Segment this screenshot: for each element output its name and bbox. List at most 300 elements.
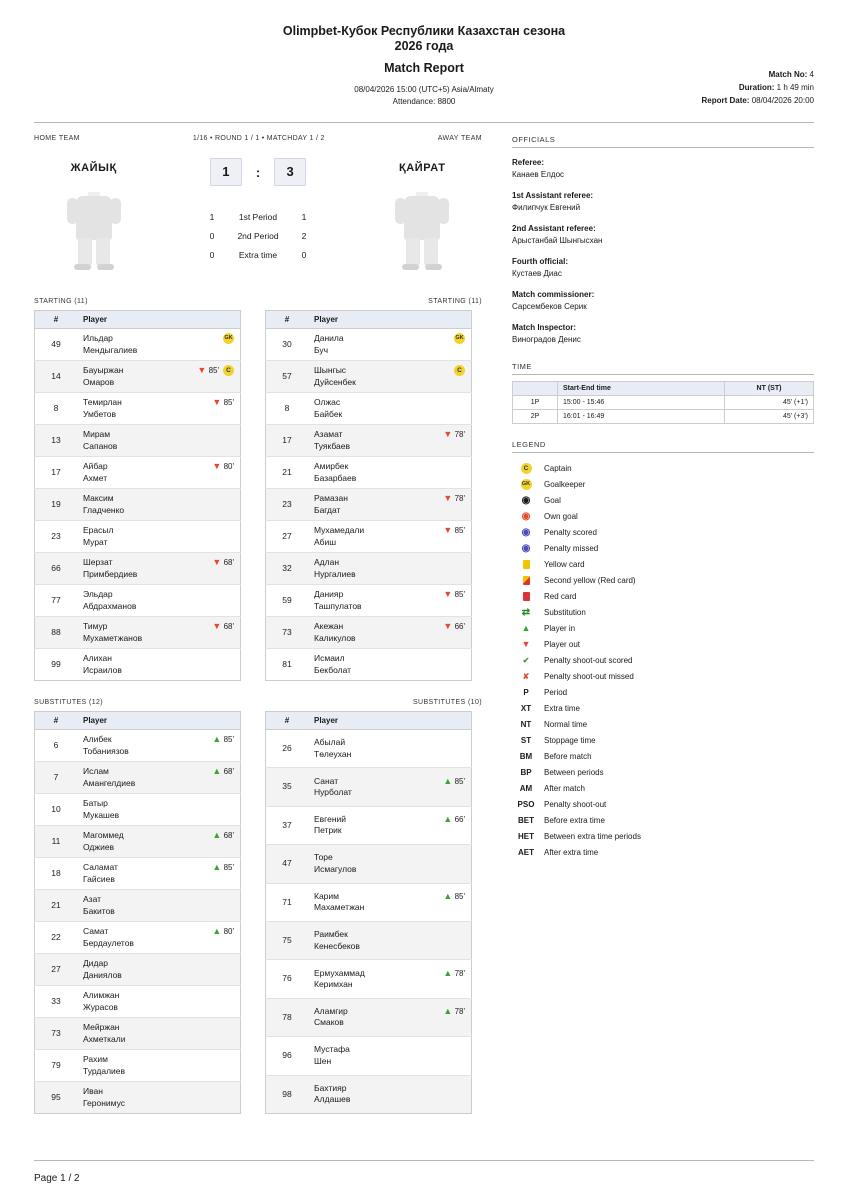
legend-icon [512, 463, 540, 474]
legend-label: Before extra time [544, 815, 605, 825]
substitutes-tables [34, 711, 482, 1114]
legend-label: Before match [544, 751, 592, 761]
player-cell [77, 1050, 241, 1082]
legend-label: Between periods [544, 767, 604, 777]
home-team-block [34, 150, 153, 272]
legend-section-title: LEGEND [512, 440, 546, 449]
player-name: Айбар Ахмет [83, 461, 108, 483]
player-name: Ильдар Мендыгалиев [83, 333, 138, 355]
time-divider [512, 374, 814, 375]
goalkeeper-badge: GK [454, 333, 465, 344]
penalty-scored-icon: ◉ [521, 526, 531, 538]
legend-icon [512, 688, 540, 697]
player-name: Ерасыл Мурат [83, 525, 114, 547]
legend-icon [512, 591, 540, 600]
player-number: 33 [35, 986, 78, 1018]
table-row [266, 883, 472, 921]
player-cell: C ▼ 85' Бауыржан Омаров [77, 361, 241, 393]
legend-item [512, 668, 814, 684]
player-name: Саламат Гайсиев [83, 862, 118, 884]
time-period: 1P [513, 396, 558, 410]
table-row [35, 329, 241, 361]
col-player: Player [308, 311, 472, 329]
legend-abbr: PSO [517, 799, 535, 809]
home-team-name: ЖАЙЫҚ [70, 162, 117, 174]
legend-label: Captain [544, 463, 572, 473]
player-cell: ▼ 85' Темирлан Умбетов [77, 393, 241, 425]
player-cell [308, 730, 472, 768]
away-team-label: AWAY TEAM [437, 135, 482, 142]
report-date-label: Report Date: [701, 96, 750, 105]
legend-item [512, 556, 814, 572]
match-no-value: 4 [809, 70, 814, 79]
player-name: Алихан Исраилов [83, 653, 122, 675]
player-cell [308, 361, 472, 393]
legend-icon [512, 527, 540, 538]
player-name: Исмаил Бекболат [314, 653, 352, 675]
table-row [35, 890, 241, 922]
officials-section-title: OFFICIALS [512, 135, 556, 144]
player-name: Иван Геронимус [83, 1086, 126, 1108]
report-date-value: 08/04/2026 20:00 [751, 96, 814, 105]
player-name: Абылай Төлеухан [314, 737, 352, 759]
duration-label: Duration: [738, 83, 775, 92]
page-number: Page 1 / 2 [34, 1173, 80, 1184]
legend-icon [512, 800, 540, 809]
legend-icon [512, 848, 540, 857]
player-cell: ▲ 66' Евгений Петрик [308, 806, 472, 844]
legend-label: Substitution [544, 607, 586, 617]
period-scores [153, 208, 362, 265]
second-yellow-card-icon [523, 576, 530, 585]
official-name: Кустаев Диас [512, 269, 562, 278]
legend-item [512, 732, 814, 748]
legend-item [512, 812, 814, 828]
player-cell [77, 489, 241, 521]
goal-icon: ◉ [521, 494, 531, 506]
player-name: Аламгир Смаков [314, 1005, 348, 1028]
player-cell [308, 1075, 472, 1113]
starting-home-label: STARTING (11) [34, 298, 88, 305]
time-col-nt: NT (ST) [725, 382, 814, 396]
table-row [266, 921, 472, 959]
period-label-2: 2nd Period [237, 231, 279, 241]
time-start-end: 16:01 - 16:49 [558, 410, 725, 424]
goalkeeper-badge: GK [223, 333, 234, 344]
official-item [512, 157, 814, 181]
table-row [35, 794, 241, 826]
table-row [266, 361, 472, 393]
legend-icon [512, 639, 540, 649]
legend-label: After extra time [544, 847, 599, 857]
player-number: 71 [266, 883, 309, 921]
player-number: 13 [35, 425, 78, 457]
yellow-card-icon [523, 560, 530, 569]
player-name: Раимбек Кенесбеков [314, 929, 360, 951]
player-number: 17 [266, 425, 309, 457]
penalty-missed-icon: ◉ [521, 542, 531, 554]
period-label-1: 1st Period [238, 212, 278, 222]
player-number: 66 [35, 553, 78, 585]
time-col-start-end: Start-End time [558, 382, 725, 396]
player-cell [308, 457, 472, 489]
player-cell [308, 393, 472, 425]
player-number: 81 [282, 658, 292, 669]
table-row [35, 457, 241, 489]
player-number: 26 [266, 730, 309, 768]
player-cell: ▼ 66' Акежан Каликулов [308, 617, 472, 649]
table-row [266, 393, 472, 425]
match-no-row [701, 68, 814, 81]
period-away-2: 2 [301, 231, 307, 241]
official-item [512, 223, 814, 247]
col-number: # [266, 311, 309, 329]
col-player: Player [308, 712, 472, 730]
player-name: Самат Бердаулетов [83, 926, 134, 948]
player-name: Батыр Мукашев [83, 798, 120, 820]
home-score: 1 [210, 158, 242, 186]
pso-scored-icon: ✔ [522, 655, 530, 665]
table-row [35, 489, 241, 521]
player-name: Рамазан Багдат [314, 493, 348, 515]
legend-icon [512, 784, 540, 793]
legend-item [512, 620, 814, 636]
player-name: Алимжан Журасов [83, 990, 120, 1012]
legend-abbr: AM [519, 783, 533, 793]
legend-item [512, 780, 814, 796]
goalkeeper-icon: GK [521, 479, 532, 490]
player-cell: ▼ 78' Азамат Туякбаев [308, 425, 472, 457]
legend-label: Penalty shoot-out missed [544, 671, 634, 681]
player-name: Бауыржан Омаров [83, 365, 124, 387]
player-in-icon: ▲ [521, 623, 531, 633]
period-row [153, 246, 362, 265]
player-number: 30 [266, 329, 309, 361]
legend-icon [512, 736, 540, 745]
player-name: Ислам Амангелдиев [83, 766, 136, 788]
player-name: Торе Исмагулов [314, 852, 357, 874]
player-number: 17 [35, 457, 78, 489]
player-cell: ▲ 68' Ислам Амангелдиев [77, 762, 241, 794]
col-number: # [266, 712, 309, 730]
player-number: 59 [266, 585, 309, 617]
legend-item [512, 572, 814, 588]
legend-icon [512, 575, 540, 584]
away-kit-icon [395, 188, 449, 272]
legend-label: Red card [544, 591, 577, 601]
teams-section [34, 150, 482, 272]
player-number: 27 [266, 521, 309, 553]
legend-abbr: P [523, 687, 529, 697]
match-datetime-block [34, 84, 814, 108]
legend-label: Period [544, 687, 568, 697]
substitutes-labels [34, 699, 482, 706]
player-cell [77, 585, 241, 617]
table-row [35, 425, 241, 457]
legend-label: Penalty scored [544, 527, 597, 537]
legend-item [512, 828, 814, 844]
report-meta [701, 68, 814, 107]
player-cell: ▼ 68' Тимур Мухаметжанов [77, 617, 241, 649]
table-row [35, 858, 241, 890]
official-role: 1st Assistant referee: [512, 191, 594, 200]
player-cell [308, 553, 472, 585]
table-row [35, 361, 241, 393]
player-name: Рахим Турдалиев [83, 1054, 126, 1076]
captain-badge: C [454, 365, 465, 376]
legend-label: After match [544, 783, 585, 793]
legend-item [512, 508, 814, 524]
player-number: 73 [35, 1018, 78, 1050]
legend-item [512, 588, 814, 604]
legend-icon [512, 656, 540, 665]
player-out-icon: ▼ [521, 639, 531, 649]
player-name: Магоммед Оджиев [83, 830, 124, 852]
player-name: Адлан Нургалиев [314, 557, 356, 579]
time-row [513, 410, 814, 424]
player-name: Мустафа Шен [314, 1044, 350, 1066]
official-name: Сарсембеков Серик [512, 302, 587, 311]
player-number: 18 [35, 858, 78, 890]
table-row [266, 1037, 472, 1075]
player-cell: ▼ 78' Рамазан Багдат [308, 489, 472, 521]
period-home-3: 0 [209, 250, 215, 260]
legend-icon [512, 511, 540, 522]
player-number: 35 [266, 768, 309, 806]
table-row [35, 553, 241, 585]
legend-label: Player in [544, 623, 576, 633]
player-cell: ▼ 80' Айбар Ахмет [77, 457, 241, 489]
legend-item [512, 492, 814, 508]
player-name: Максим Гладченко [83, 493, 125, 515]
table-row [35, 585, 241, 617]
table-row [266, 649, 472, 681]
official-item [512, 190, 814, 214]
substitution-icon: ⇄ [521, 606, 531, 618]
legend-label: Penalty shoot-out [544, 799, 607, 809]
competition-title [34, 24, 814, 54]
table-row [35, 730, 241, 762]
time-col-period [513, 382, 558, 396]
player-number: 11 [35, 826, 78, 858]
player-number: 79 [35, 1050, 78, 1082]
player-cell [77, 986, 241, 1018]
player-cell [77, 794, 241, 826]
legend-icon [512, 720, 540, 729]
score-row [153, 158, 362, 186]
player-number: 78 [266, 998, 309, 1036]
official-name: Канаев Елдос [512, 170, 565, 179]
period-home-1: 1 [209, 212, 215, 222]
captain-icon: C [521, 463, 532, 474]
starting-away-label: STARTING (11) [428, 298, 482, 305]
period-row [153, 208, 362, 227]
competition-title-line2: 2026 года [394, 39, 454, 53]
legend-item [512, 684, 814, 700]
time-period: 2P [513, 410, 558, 424]
match-column [34, 123, 496, 1114]
player-cell [77, 425, 241, 457]
player-name: Карим Махаметжан [314, 890, 365, 913]
table-row [266, 617, 472, 649]
player-cell: ▲ 85' Карим Махаметжан [308, 883, 472, 921]
period-row [153, 227, 362, 246]
legend-abbr: XT [520, 703, 532, 713]
period-home-2: 0 [209, 231, 215, 241]
player-number: 22 [35, 922, 78, 954]
legend-label: Yellow card [544, 559, 585, 569]
legend-item [512, 652, 814, 668]
table-row [35, 1082, 241, 1114]
player-number: 10 [35, 794, 78, 826]
time-row [513, 396, 814, 410]
legend-item [512, 796, 814, 812]
player-number: 99 [51, 658, 61, 669]
table-row [266, 457, 472, 489]
player-cell [77, 329, 241, 361]
player-number: 8 [35, 393, 78, 425]
red-card-icon [523, 592, 530, 601]
player-name: Евгений Петрик [314, 813, 347, 836]
player-name: Азат Бакитов [83, 894, 115, 916]
official-item [512, 322, 814, 346]
legend-icon [512, 672, 540, 681]
period-away-3: 0 [301, 250, 307, 260]
legend-icon [512, 704, 540, 713]
player-name: Алибек Тобаниязов [83, 734, 129, 756]
player-name: Бахтияр Алдашев [314, 1082, 351, 1105]
legend-abbr: BM [519, 751, 533, 761]
player-cell: ▲ 68' Магоммед Оджиев [77, 826, 241, 858]
match-no-label: Match No: [768, 70, 808, 79]
home-substitutes-table [34, 711, 241, 1114]
away-substitutes-table [265, 711, 472, 1114]
table-row [266, 730, 472, 768]
table-row [35, 986, 241, 1018]
official-role: Fourth official: [512, 257, 568, 266]
legend-label: Stoppage time [544, 735, 596, 745]
report-subtitle: Match Report [384, 61, 464, 75]
officials-column [496, 123, 814, 1114]
table-row [266, 845, 472, 883]
table-row [266, 489, 472, 521]
page-footer [34, 1160, 814, 1184]
official-item [512, 289, 814, 313]
official-role: Referee: [512, 158, 545, 167]
player-name: Данила Буч [314, 333, 344, 355]
player-number: 23 [35, 521, 78, 553]
table-row [35, 762, 241, 794]
legend-item [512, 844, 814, 860]
match-datetime: 08/04/2026 15:00 (UTC+5) Asia/Almaty [354, 85, 494, 94]
home-team-label: HOME TEAM [34, 135, 80, 142]
legend-icon [512, 816, 540, 825]
player-name: Шынгыс Дуйсенбек [314, 365, 356, 387]
report-date-row [701, 94, 814, 107]
team-band-labels [34, 135, 482, 142]
player-name: Темирлан Умбетов [83, 397, 122, 419]
pso-missed-icon: ✘ [522, 671, 530, 681]
legend-item [512, 636, 814, 652]
legend-icon [512, 752, 540, 761]
player-cell [77, 890, 241, 922]
player-name: Данияр Ташпулатов [314, 589, 362, 611]
time-start-end: 15:00 - 15:46 [558, 396, 725, 410]
table-row [266, 425, 472, 457]
legend-label: Penalty missed [544, 543, 599, 553]
player-name: Эльдар Абдрахманов [83, 589, 137, 611]
official-role: Match commissioner: [512, 290, 595, 299]
table-row [35, 922, 241, 954]
table-row [35, 617, 241, 649]
subs-home-label: SUBSTITUTES (12) [34, 699, 104, 706]
player-name: Акежан Каликулов [314, 621, 356, 643]
player-cell [308, 921, 472, 959]
away-team-block [363, 150, 482, 272]
period-away-1: 1 [301, 212, 307, 222]
legend-label: Second yellow (Red card) [544, 575, 636, 585]
legend-item [512, 764, 814, 780]
player-cell: ▲ 78' Ермухаммад Керимхан [308, 960, 472, 998]
away-team-name: ҚАЙРАТ [398, 162, 446, 174]
player-number: 23 [266, 489, 309, 521]
player-number: 32 [266, 553, 309, 585]
legend-abbr: AET [518, 847, 534, 857]
official-name: Виноградов Денис [512, 335, 581, 344]
table-row [266, 1075, 472, 1113]
officials-list [512, 157, 814, 346]
table-row [266, 806, 472, 844]
table-row [266, 329, 472, 361]
table-row [35, 954, 241, 986]
table-row [35, 1018, 241, 1050]
player-cell: ▲ 85' Санат Нурболат [308, 768, 472, 806]
legend-item [512, 460, 814, 476]
legend-label: Extra time [544, 703, 581, 713]
legend-item [512, 716, 814, 732]
player-number: 96 [266, 1037, 309, 1075]
home-starting-table [34, 310, 241, 681]
stage-label: 1/16 • ROUND 1 / 1 • MATCHDAY 1 / 2 [192, 135, 325, 142]
attendance: Attendance: 8800 [392, 97, 456, 106]
player-cell: ▼ 85' Мухамедали Абиш [308, 521, 472, 553]
player-number: 37 [266, 806, 309, 844]
legend-label: Goalkeeper [544, 479, 586, 489]
table-row [266, 521, 472, 553]
player-name: Олжас Байбек [314, 397, 343, 419]
player-cell [77, 521, 241, 553]
player-number: 73 [266, 617, 309, 649]
duration-value: 1 h 49 min [776, 83, 814, 92]
player-name: Санат Нурболат [314, 775, 352, 798]
legend-icon [512, 607, 540, 618]
player-number: 14 [35, 361, 78, 393]
scoreboard [153, 150, 362, 272]
starting-labels [34, 298, 482, 305]
legend-label: Own goal [544, 511, 578, 521]
legend-item [512, 540, 814, 556]
official-name: Филипчук Евгений [512, 203, 581, 212]
player-name: Шерзат Примбердиев [83, 557, 138, 579]
legend-icon [512, 623, 540, 633]
player-number: 57 [266, 361, 309, 393]
legend-list [512, 460, 814, 860]
col-number: # [35, 311, 78, 329]
player-cell: ▲ 80' Самат Бердаулетов [77, 922, 241, 954]
legend-abbr: BET [518, 815, 534, 825]
player-cell: ▼ 85' Данияр Ташпулатов [308, 585, 472, 617]
player-number: 6 [35, 730, 78, 762]
